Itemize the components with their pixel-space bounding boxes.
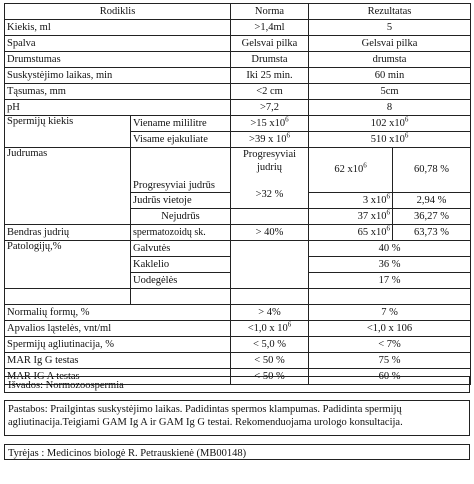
isvados-conclusion: Išvados: Normozoospermia	[4, 376, 470, 392]
result-kiekis: 5	[309, 20, 471, 36]
label-mar-a: MAR IG A testas	[5, 369, 231, 385]
norma-exp: 6	[287, 320, 292, 328]
result-drumstumas: drumsta	[309, 52, 471, 68]
norma-judrumas	[231, 148, 309, 209]
label-normaliu: Normalių formų, %	[5, 305, 231, 321]
result-visame-ejakuliate	[309, 132, 471, 148]
result-base: 3 x10	[362, 194, 387, 206]
result-nejudrus	[309, 209, 393, 225]
result-judrus-vietoje	[309, 193, 393, 209]
norma-normaliu: > 4%	[231, 305, 309, 321]
result-viename-mililitre	[309, 116, 471, 132]
row-patologiju-1	[5, 241, 471, 257]
result-progresyviai	[309, 148, 393, 193]
label-judrus-vietoje: Judrūs vietoje	[131, 193, 231, 209]
result-base: 37 x10	[357, 210, 387, 222]
result-exp: 6	[386, 192, 390, 200]
row-apvalios	[5, 321, 471, 337]
norma-base: <1,0 x 10	[247, 322, 288, 334]
norma-judrumas-label: Progresyviai judrių	[242, 149, 297, 173]
label-apvalios: Apvalios ląstelės, vnt/ml	[5, 321, 231, 337]
norma-exp: 6	[286, 131, 290, 139]
result-base: 65 x10	[357, 226, 387, 238]
row-spalva	[5, 36, 471, 52]
norma-base: >39 x 10	[249, 133, 287, 145]
row-bendras	[5, 225, 471, 241]
label-drumstumas: Drumstumas	[5, 52, 231, 68]
row-suskystejimo	[5, 68, 471, 84]
label-viename-mililitre: Viename mililitre	[131, 116, 231, 132]
label-galvutes: Galvutės	[131, 241, 231, 257]
row-mar-g	[5, 353, 471, 369]
result-base: 62 x10	[334, 164, 364, 175]
header-norma: Norma	[231, 4, 309, 20]
label-spermiju-kiekis: Spermijų kiekis	[5, 116, 131, 148]
result-exp: 6	[404, 115, 409, 123]
result-base: 510 x10	[370, 133, 405, 145]
results-table	[4, 3, 471, 385]
result-galvutes: 40 %	[309, 241, 471, 257]
label-judrumas: Judrumas	[5, 148, 131, 225]
norma-visame-ejakuliate	[231, 132, 309, 148]
norma-tasumas: <2 cm	[231, 84, 309, 100]
spacer-cell-4	[309, 289, 471, 305]
label-tasumas: Tąsumas, mm	[5, 84, 231, 100]
tyrejas-signature: Tyrėjas : Medicinos biologė R. Petrauskienė (MB00148)	[4, 444, 470, 460]
label-kaklelio: Kaklelio	[131, 257, 231, 273]
header-row	[5, 4, 471, 20]
result-tasumas: 5cm	[309, 84, 471, 100]
norma-agliutinacija: < 5,0 %	[231, 337, 309, 353]
row-judrumas-1	[5, 148, 471, 193]
result-ph: 8	[309, 100, 471, 116]
result-normaliu: 7 %	[309, 305, 471, 321]
result-exp: 6	[404, 131, 409, 139]
spacer-cell-3	[231, 289, 309, 305]
label-nejudrus: Nejudrūs	[131, 209, 231, 225]
result-apvalios: <1,0 x 106	[309, 321, 471, 337]
result-uodegeles: 17 %	[309, 273, 471, 289]
pastabos-notes: Pastabos: Prailgintas suskystėjimo laikas. Padidintas spermos klampumas. Padidinta spermijų agliutinacija.Teigiami GAM Ig A ir GAM Ig G testai. Rekomenduojama urologo konsultacija.	[4, 400, 470, 436]
label-spalva: Spalva	[5, 36, 231, 52]
label-kiekis: Kiekis, ml	[5, 20, 231, 36]
norma-base: >15 x10	[250, 117, 286, 129]
label-mar-g: MAR Ig G testas	[5, 353, 231, 369]
row-drumstumas	[5, 52, 471, 68]
header-param: Rodiklis	[5, 4, 231, 20]
pct-bendras: 63,73 %	[393, 225, 471, 241]
pct-nejudrus: 36,27 %	[393, 209, 471, 225]
label-uodegeles: Uodegėlės	[131, 273, 231, 289]
result-exp: 6	[386, 224, 390, 232]
norma-nejudrus-empty	[231, 209, 309, 225]
label-ph: pH	[5, 100, 231, 116]
norma-spalva: Gelsvai pilka	[231, 36, 309, 52]
row-agliutinacija	[5, 337, 471, 353]
norma-kiekis: >1,4ml	[231, 20, 309, 36]
label-suskystejimo: Suskystėjimo laikas, min	[5, 68, 231, 84]
divider-line	[4, 392, 470, 393]
result-base: 102 x10	[370, 117, 405, 129]
row-spacer	[5, 289, 471, 305]
label-agliutinacija: Spermijų agliutinacija, %	[5, 337, 231, 353]
norma-exp: 6	[285, 115, 289, 123]
result-spalva: Gelsvai pilka	[309, 36, 471, 52]
result-kaklelio: 36 %	[309, 257, 471, 273]
label-progresyviai-judrus: Progresyviai judrūs	[131, 148, 231, 193]
pct-progresyviai: 60,78 %	[393, 148, 471, 193]
row-kiekis	[5, 20, 471, 36]
pct-judrus-vietoje: 2,94 %	[393, 193, 471, 209]
norma-apvalios	[231, 321, 309, 337]
row-tasumas	[5, 84, 471, 100]
result-mar-g: 75 %	[309, 353, 471, 369]
norma-drumstumas: Drumsta	[231, 52, 309, 68]
norma-suskystejimo: Iki 25 min.	[231, 68, 309, 84]
result-mar-a: 60 %	[309, 369, 471, 385]
spacer-cell-2	[131, 289, 231, 305]
norma-patologiju-empty	[231, 241, 309, 289]
label-visame-ejakuliate: Visame ejakuliate	[131, 132, 231, 148]
header-rezultatas: Rezultatas	[309, 4, 471, 20]
row-kiekis-sperm-1	[5, 116, 471, 132]
result-exp: 6	[363, 161, 367, 170]
norma-bendras: > 40%	[231, 225, 309, 241]
row-ph	[5, 100, 471, 116]
result-agliutinacija: < 7%	[309, 337, 471, 353]
norma-mar-a: < 50 %	[231, 369, 309, 385]
label-bendras: Bendras judrių	[5, 225, 131, 241]
row-normaliu	[5, 305, 471, 321]
norma-judrumas-value: >32 %	[255, 189, 284, 200]
norma-mar-g: < 50 %	[231, 353, 309, 369]
result-exp: 6	[386, 208, 390, 216]
label-patologiju: Patologijų,%	[5, 241, 131, 289]
norma-ph: >7,2	[231, 100, 309, 116]
result-suskystejimo: 60 min	[309, 68, 471, 84]
spacer-cell-1	[5, 289, 131, 305]
result-bendras	[309, 225, 393, 241]
label-bendras-sub: spermatozoidų sk.	[131, 225, 231, 241]
norma-viename-mililitre	[231, 116, 309, 132]
